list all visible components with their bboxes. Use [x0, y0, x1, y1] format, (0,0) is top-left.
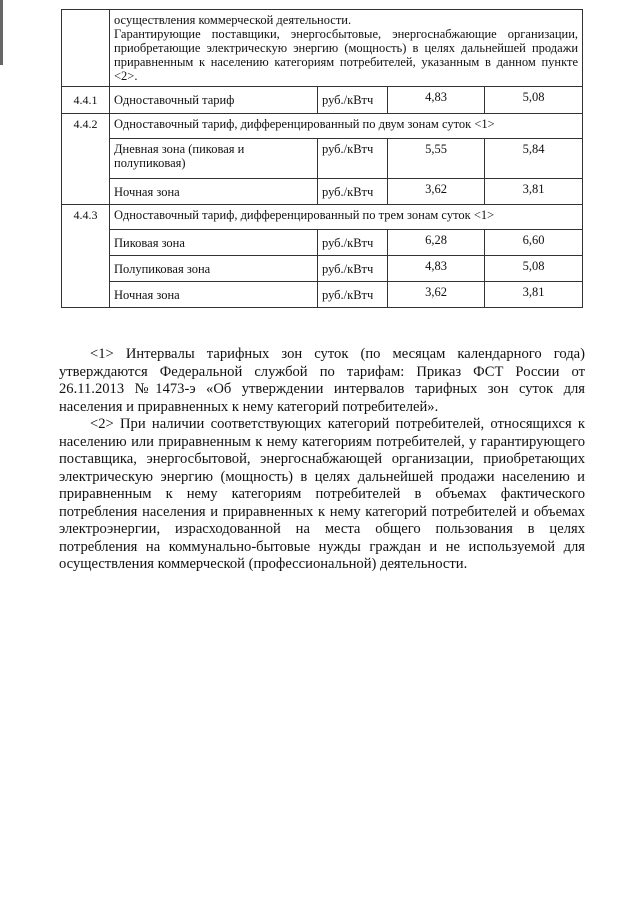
table-row-intro: [62, 10, 583, 87]
row-value-2: 5,08: [485, 256, 583, 282]
scan-edge-mark: [0, 0, 3, 65]
row-label: Ночная зона: [110, 179, 318, 205]
section-title: Одноставочный тариф, дифференцированный по двум зонам суток <1>: [110, 114, 583, 139]
table-row: [62, 230, 583, 256]
row-value-2: 5,08: [485, 87, 583, 114]
row-value-1: 4,83: [388, 87, 485, 114]
section-header-4-4-2: [62, 114, 583, 139]
table-row-4-4-1: [62, 87, 583, 114]
row-value-2: 6,60: [485, 230, 583, 256]
row-number: 4.4.1: [62, 87, 110, 114]
row-value-1: 3,62: [388, 179, 485, 205]
row-value-1: 4,83: [388, 256, 485, 282]
intro-paragraph: Гарантирующие поставщики, энергосбытовые, энергоснабжающие организации, приобретающие электрическую энергию (мощность) в целях дальнейшей продажи приравненным к населению категориям потребителей, указанным в данном пункте <2>.: [114, 27, 579, 83]
row-unit: руб./кВтч: [318, 139, 388, 179]
tariff-table: [61, 9, 583, 308]
footnote-1: <1> Интервалы тарифных зон суток (по месяцам календарного года) утверждаются Федеральной службой по тарифам: Приказ ФСТ России от 26.11.2013 №1473-э «Об утверждении интервалов тарифных зон суток для населения и приравненных к нему категорий потребителей».: [59, 346, 585, 415]
row-value-2: 5,84: [485, 139, 583, 179]
row-label: Дневная зона (пиковая и полупиковая): [110, 139, 318, 179]
row-value-2: 3,81: [485, 282, 583, 308]
row-label: Пиковая зона: [110, 230, 318, 256]
row-value-2: 3,81: [485, 179, 583, 205]
section-number: 4.4.3: [62, 205, 110, 308]
row-label: Ночная зона: [110, 282, 318, 308]
table-row: [62, 282, 583, 308]
row-unit: руб./кВтч: [318, 179, 388, 205]
row-value-1: 5,55: [388, 139, 485, 179]
intro-line: осуществления коммерческой деятельности.: [114, 13, 352, 27]
row-unit: руб./кВтч: [318, 256, 388, 282]
row-value-1: 3,62: [388, 282, 485, 308]
section-number: 4.4.2: [62, 114, 110, 205]
footnotes: [59, 346, 585, 574]
footnote-2: <2> При наличии соответствующих категорий потребителей, относящихся к населению или приравненным к нему категориям потребителей, у гарантирующего поставщика, энергосбытовой, энергоснабжающей организации, приобретающих электрическую энергию (мощность) в целях дальнейшей продажи населению и приравненным к нему категориям потребителей в объемах фактического потребления населения и приравненных к нему категорий потребителей и объемах электроэнергии, израсходованной на места общего пользования в целях потребления на коммунально-бытовые нужды граждан и не используемой для осуществления коммерческой (профессиональной) деятельности.: [59, 416, 585, 572]
row-label: Одноставочный тариф: [110, 87, 318, 114]
row-unit: руб./кВтч: [318, 282, 388, 308]
row-unit: руб./кВтч: [318, 87, 388, 114]
row-label: Полупиковая зона: [110, 256, 318, 282]
num-cell-empty: [62, 10, 110, 87]
section-header-4-4-3: [62, 205, 583, 230]
row-value-1: 6,28: [388, 230, 485, 256]
table-row: [62, 139, 583, 179]
table-row: [62, 179, 583, 205]
intro-cell: [110, 10, 583, 87]
section-title: Одноставочный тариф, дифференцированный по трем зонам суток <1>: [110, 205, 583, 230]
row-unit: руб./кВтч: [318, 230, 388, 256]
table-row: [62, 256, 583, 282]
